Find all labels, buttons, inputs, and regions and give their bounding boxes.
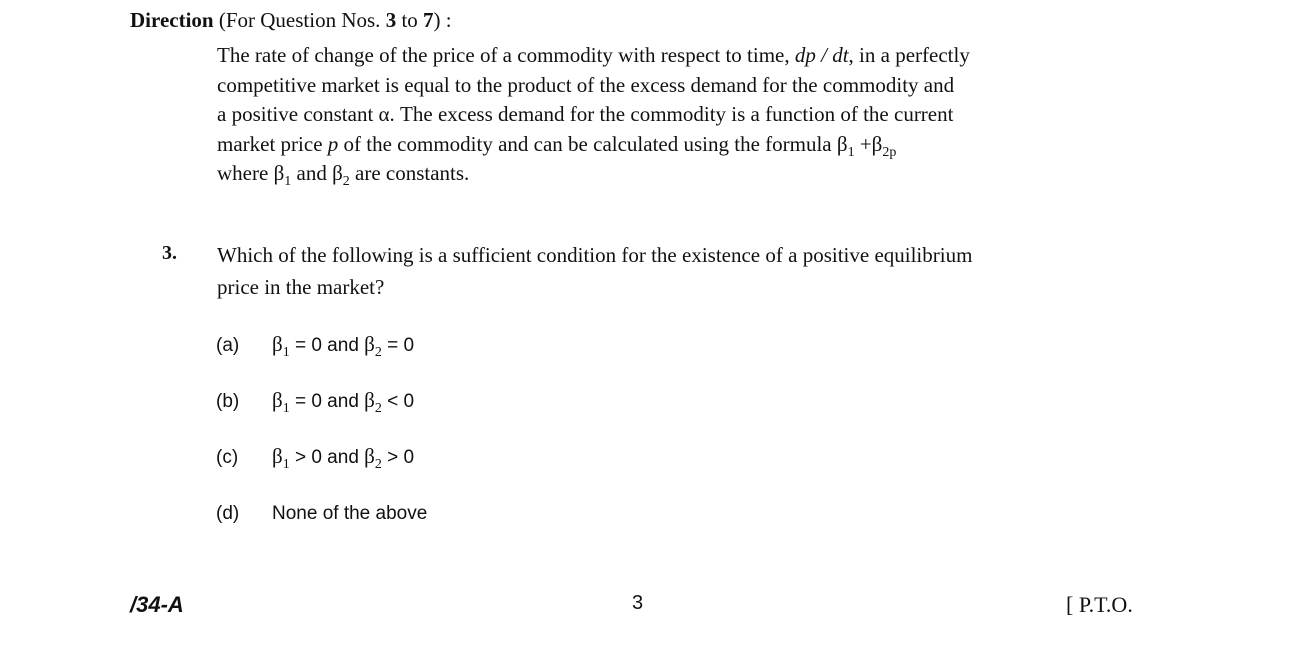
passage-line-5 <box>217 159 1157 189</box>
pto-marker: [ P.T.O. <box>1066 592 1133 617</box>
page-number: 3 <box>632 592 644 614</box>
subscript: 1 <box>284 174 292 190</box>
option-label: (d) <box>216 503 240 524</box>
derivative-expression: dp / dt <box>794 43 849 67</box>
direction-text: (For Question Nos. <box>213 8 386 32</box>
beta-symbol: β <box>272 388 283 412</box>
question-line-2: price in the market? <box>217 274 385 299</box>
subscript: 1 <box>282 457 290 472</box>
passage-line-1 <box>217 41 1157 71</box>
subscript: 2 <box>374 457 382 472</box>
beta-symbol: β <box>272 444 283 468</box>
plus-sign: + <box>854 131 872 156</box>
subscript: 2p <box>882 144 897 160</box>
direction-last-q: 7 <box>423 8 434 32</box>
option-condition: > 0 <box>381 447 415 468</box>
passage-line-3: a positive constant α. The excess demand for the commodity is a function of the current <box>217 102 954 127</box>
price-variable: p <box>327 131 339 156</box>
option-a[interactable] <box>216 332 415 360</box>
beta-symbol: β <box>364 444 375 468</box>
option-condition: = 0 and <box>289 335 365 356</box>
option-b[interactable] <box>216 388 415 416</box>
beta-symbol: β <box>836 131 848 156</box>
option-d[interactable] <box>216 500 427 525</box>
question-line-1: Which of the following is a sufficient condition for the existence of a positive equilibrium <box>217 243 973 267</box>
passage-text: , in a perfectly <box>848 43 970 67</box>
option-condition: > 0 and <box>289 447 365 468</box>
passage-text: and <box>291 161 333 186</box>
subscript: 1 <box>282 401 290 416</box>
passage-text: of the commodity and can be calculated using the formula <box>338 131 837 156</box>
subscript: 1 <box>847 144 855 160</box>
option-condition: < 0 <box>381 391 415 412</box>
paper-code: /34-A <box>130 592 184 617</box>
option-condition: = 0 and <box>289 391 365 412</box>
subscript: 1 <box>282 345 290 360</box>
passage <box>217 41 1157 189</box>
option-label: (a) <box>216 335 240 356</box>
passage-text: The rate of change of the price of a commodity with respect to time, <box>217 43 795 67</box>
option-c[interactable] <box>216 444 415 472</box>
question-text <box>217 240 1157 303</box>
passage-text: are constants. <box>349 161 470 186</box>
direction-to: to <box>396 8 424 32</box>
direction-after: ) : <box>433 8 452 32</box>
beta-symbol: β <box>332 161 343 186</box>
direction-label: Direction <box>130 8 214 32</box>
beta-symbol: β <box>871 131 883 156</box>
passage-line-2: competitive market is equal to the product of the excess demand for the commodity and <box>217 72 955 97</box>
option-label: (c) <box>216 447 239 468</box>
beta-symbol: β <box>364 388 375 412</box>
subscript: 2 <box>374 401 382 416</box>
direction-heading <box>130 8 452 33</box>
subscript: 2 <box>374 345 382 360</box>
passage-text: where <box>217 161 274 186</box>
beta-symbol: β <box>364 332 375 356</box>
question-number: 3. <box>162 242 177 264</box>
direction-first-q: 3 <box>385 8 397 32</box>
subscript: 2 <box>342 174 350 190</box>
option-condition: = 0 <box>381 335 415 356</box>
option-label: (b) <box>216 391 240 412</box>
passage-line-4 <box>217 130 1157 160</box>
beta-symbol: β <box>273 161 285 186</box>
passage-text: market price <box>217 131 328 156</box>
beta-symbol: β <box>272 332 283 356</box>
option-text: None of the above <box>272 503 428 524</box>
